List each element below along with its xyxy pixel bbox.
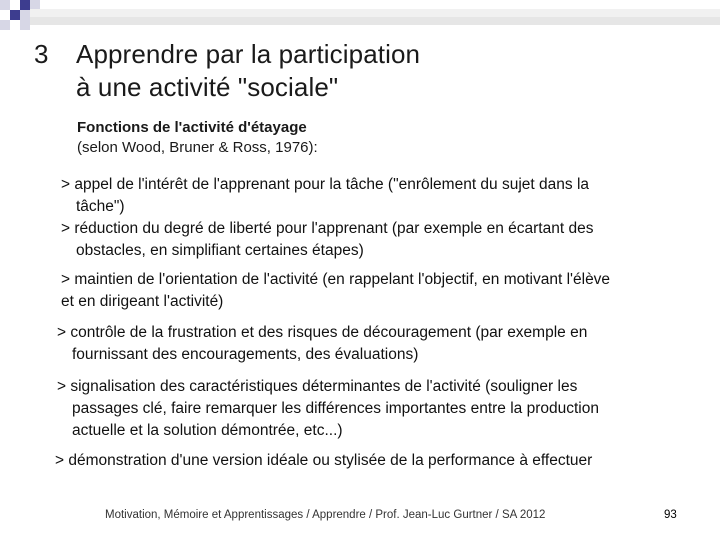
list-item-line: passages clé, faire remarquer les différences importantes entre la production bbox=[72, 400, 599, 417]
list-item bbox=[61, 174, 589, 218]
list-item-line: > réduction du degré de liberté pour l'apprenant (par exemple en écartant des bbox=[61, 220, 594, 237]
deco-square bbox=[20, 10, 30, 20]
slide-subtitle bbox=[77, 118, 318, 158]
slide-title bbox=[34, 38, 420, 104]
deco-square bbox=[20, 20, 30, 30]
list-item bbox=[55, 450, 592, 472]
list-item-line: et en dirigeant l'activité) bbox=[61, 293, 224, 310]
deco-square bbox=[0, 20, 10, 30]
list-item-line: > contrôle de la frustration et des risques de découragement (par exemple en bbox=[57, 324, 588, 341]
deco-square bbox=[0, 0, 10, 10]
section-number: 3 bbox=[34, 39, 49, 69]
subtitle-heading: Fonctions de l'activité d'étayage bbox=[77, 119, 307, 136]
list-item-line: > appel de l'intérêt de l'apprenant pour la tâche ("enrôlement du sujet dans la bbox=[61, 176, 590, 193]
deco-square bbox=[20, 0, 30, 10]
list-item-line: > signalisation des caractéristiques déterminantes de l'activité (souligner les bbox=[57, 378, 578, 395]
header-rule bbox=[30, 9, 720, 25]
list-item bbox=[57, 376, 599, 442]
list-item bbox=[61, 218, 593, 262]
title-line-2: à une activité "sociale" bbox=[76, 72, 339, 102]
deco-square bbox=[0, 10, 10, 20]
list-item-line: actuelle et la solution démontrée, etc...) bbox=[72, 422, 343, 439]
deco-square bbox=[10, 10, 20, 20]
deco-square bbox=[10, 20, 20, 30]
list-item-line: > maintien de l'orientation de l'activité (en rappelant l'objectif, en motivant l'élève bbox=[61, 271, 611, 288]
subtitle-source: (selon Wood, Bruner & Ross, 1976): bbox=[77, 139, 318, 156]
title-line-1: Apprendre par la participation bbox=[76, 39, 421, 69]
page-number: 93 bbox=[664, 509, 677, 521]
list-item bbox=[57, 322, 587, 366]
list-item-line: fournissant des encouragements, des évaluations) bbox=[72, 346, 419, 363]
footer-text: Motivation, Mémoire et Apprentissages / Apprendre / Prof. Jean-Luc Gurtner / SA 2012 bbox=[105, 509, 546, 521]
list-item-line: obstacles, en simplifiant certaines étapes) bbox=[76, 242, 364, 259]
list-item-line: tâche") bbox=[76, 198, 125, 215]
list-item bbox=[61, 269, 610, 313]
deco-square bbox=[10, 0, 20, 10]
list-item-line: > démonstration d'une version idéale ou stylisée de la performance à effectuer bbox=[55, 452, 593, 469]
